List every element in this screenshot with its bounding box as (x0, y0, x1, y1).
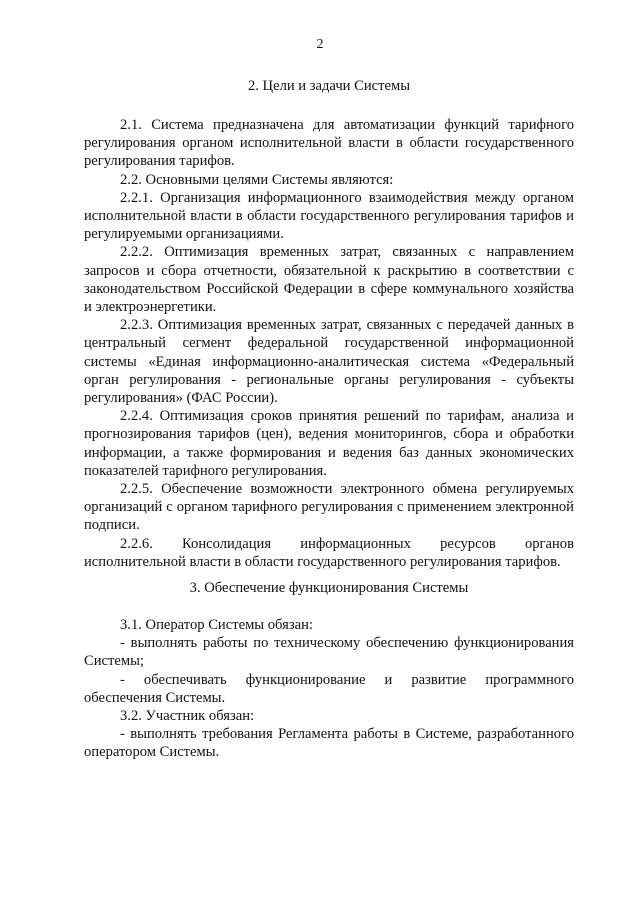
page-number: 2 (316, 37, 324, 52)
list-item-3-1-a: - выполнять работы по техническому обеспечению функционирования Системы; (84, 635, 574, 670)
section-2-body (84, 116, 574, 571)
paragraph-3-2: 3.2. Участник обязан: (120, 708, 255, 725)
paragraph-2-2-5: 2.2.5. Обеспечение возможности электронного обмена регулируемых организаций с органом тарифного регулирования с применением электронной подписи. (84, 481, 574, 534)
paragraph-2-2: 2.2. Основными целями Системы являются: (120, 171, 394, 188)
paragraph-2-2-4: 2.2.4. Оптимизация сроков принятия решений по тарифам, анализа и прогнозирования тарифов (цен), ведения мониторингов, сбора и обработки информации, а также формирования и ведения баз данных экономических показателей тарифного регулирования. (84, 408, 574, 479)
list-item-3-2-a: - выполнять требования Регламента работы в Системе, разработанного оператором Системы. (84, 726, 574, 761)
paragraph-2-2-1: 2.2.1. Организация информационного взаимодействия между органом исполнительной власти в области государственного регулирования тарифов и регулируемыми организациями. (84, 189, 574, 243)
paragraph-2-1: 2.1. Система предназначена для автоматизации функций тарифного регулирования органом исполнительной власти в области государственного регулирования тарифов. (84, 117, 574, 170)
paragraph-2-2-6: 2.2.6. Консолидация информационных ресурсов органов исполнительной власти в области государственного регулирования тарифов. (84, 535, 574, 570)
paragraph-2-2-3: 2.2.3. Оптимизация временных затрат, связанных с передачей данных в центральный сегмент федеральной государственной информационной системы «Единая информационно-аналитическая система «Федеральный орган регулирования - региональные органы регулирования - субъекты регулирования» (ФАС России). (84, 317, 574, 407)
section-3-body (84, 616, 574, 762)
paragraph-2-2-2: 2.2.2. Оптимизация временных затрат, связанных с направлением запросов и сбора отчетности, обязательной к раскрытию в соответствии с законодательством Российской Федерации в сфере коммунального хозяйства и электроэнергетики. (84, 244, 574, 316)
section-3-heading: 3. Обеспечение функционирования Системы (189, 580, 469, 596)
paragraph-3-1: 3.1. Оператор Системы обязан: (120, 617, 313, 633)
section-2-heading: 2. Цели и задачи Системы (247, 78, 411, 94)
list-item-3-1-b: - обеспечивать функционирование и развитие программного обеспечения Системы. (84, 671, 574, 706)
